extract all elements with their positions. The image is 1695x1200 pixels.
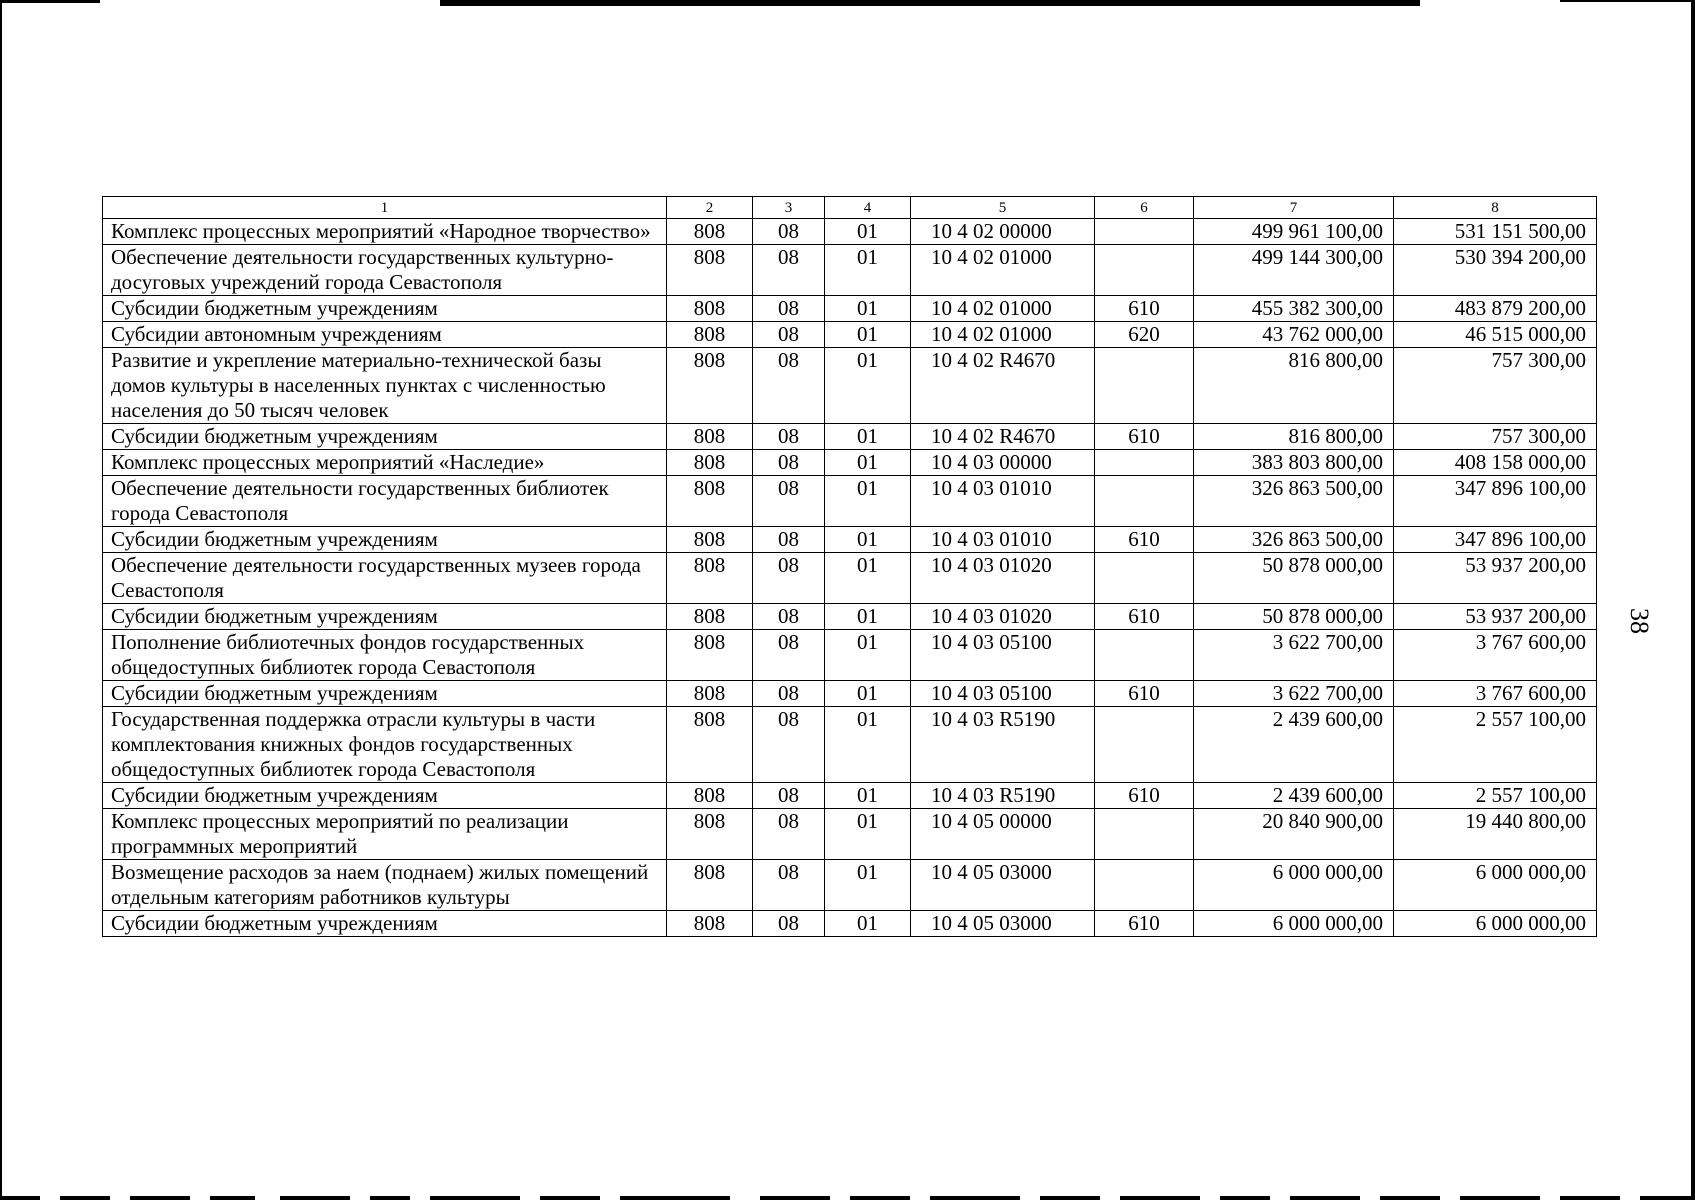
column-number: 2 bbox=[667, 197, 753, 219]
ministry-code-cell: 808 bbox=[667, 348, 753, 424]
column-number: 8 bbox=[1394, 197, 1597, 219]
section-code-cell: 08 bbox=[753, 783, 825, 809]
scan-border bbox=[1691, 0, 1695, 1200]
target-article-cell: 10 4 02 R4670 bbox=[911, 348, 1095, 424]
ministry-code-cell: 808 bbox=[667, 604, 753, 630]
scan-border bbox=[0, 0, 100, 3]
target-article-cell: 10 4 02 01000 bbox=[911, 296, 1095, 322]
section-code-cell: 08 bbox=[753, 245, 825, 296]
table-row bbox=[103, 450, 1597, 476]
amount-year2-cell: 3 767 600,00 bbox=[1394, 630, 1597, 681]
table-row bbox=[103, 630, 1597, 681]
row-name-cell: Комплекс процессных мероприятий «Наследие» bbox=[103, 450, 667, 476]
target-article-cell: 10 4 02 R4670 bbox=[911, 424, 1095, 450]
amount-year2-cell: 3 767 600,00 bbox=[1394, 681, 1597, 707]
ministry-code-cell: 808 bbox=[667, 707, 753, 783]
scan-edge-dash bbox=[430, 1196, 520, 1200]
table-row bbox=[103, 681, 1597, 707]
amount-year2-cell: 53 937 200,00 bbox=[1394, 553, 1597, 604]
scan-edge-dash bbox=[540, 1196, 600, 1200]
section-code-cell: 08 bbox=[753, 553, 825, 604]
scan-border bbox=[0, 0, 2, 1200]
table-row bbox=[103, 860, 1597, 911]
expense-type-cell bbox=[1095, 707, 1194, 783]
expense-type-cell: 610 bbox=[1095, 783, 1194, 809]
row-name-cell: Развитие и укрепление материально-технической базы домов культуры в населенных пунктах с численностью населения до 50 тысяч человек bbox=[103, 348, 667, 424]
ministry-code-cell: 808 bbox=[667, 809, 753, 860]
section-code-cell: 08 bbox=[753, 630, 825, 681]
row-name-cell: Обеспечение деятельности государственных музеев города Севастополя bbox=[103, 553, 667, 604]
target-article-cell: 10 4 03 05100 bbox=[911, 681, 1095, 707]
amount-year2-cell: 531 151 500,00 bbox=[1394, 219, 1597, 245]
section-code-cell: 08 bbox=[753, 476, 825, 527]
ministry-code-cell: 808 bbox=[667, 424, 753, 450]
column-number: 1 bbox=[103, 197, 667, 219]
subsection-code-cell: 01 bbox=[825, 630, 911, 681]
table-row bbox=[103, 527, 1597, 553]
row-name-cell: Субсидии бюджетным учреждениям bbox=[103, 296, 667, 322]
subsection-code-cell: 01 bbox=[825, 707, 911, 783]
target-article-cell: 10 4 03 05100 bbox=[911, 630, 1095, 681]
amount-year1-cell: 499 961 100,00 bbox=[1194, 219, 1394, 245]
table-row bbox=[103, 245, 1597, 296]
subsection-code-cell: 01 bbox=[825, 809, 911, 860]
amount-year2-cell: 483 879 200,00 bbox=[1394, 296, 1597, 322]
table-row bbox=[103, 424, 1597, 450]
subsection-code-cell: 01 bbox=[825, 424, 911, 450]
row-name-cell: Субсидии бюджетным учреждениям bbox=[103, 604, 667, 630]
row-name-cell: Обеспечение деятельности государственных библиотек города Севастополя bbox=[103, 476, 667, 527]
ministry-code-cell: 808 bbox=[667, 911, 753, 937]
target-article-cell: 10 4 03 01010 bbox=[911, 476, 1095, 527]
scan-edge-dash bbox=[0, 1196, 40, 1200]
section-code-cell: 08 bbox=[753, 860, 825, 911]
expense-type-cell: 610 bbox=[1095, 911, 1194, 937]
ministry-code-cell: 808 bbox=[667, 527, 753, 553]
ministry-code-cell: 808 bbox=[667, 860, 753, 911]
ministry-code-cell: 808 bbox=[667, 681, 753, 707]
section-code-cell: 08 bbox=[753, 681, 825, 707]
amount-year1-cell: 326 863 500,00 bbox=[1194, 476, 1394, 527]
target-article-cell: 10 4 03 01020 bbox=[911, 553, 1095, 604]
amount-year1-cell: 2 439 600,00 bbox=[1194, 783, 1394, 809]
scan-edge-dash bbox=[850, 1196, 910, 1200]
table-row bbox=[103, 707, 1597, 783]
row-name-cell: Субсидии бюджетным учреждениям bbox=[103, 527, 667, 553]
expense-type-cell: 610 bbox=[1095, 296, 1194, 322]
expense-type-cell bbox=[1095, 219, 1194, 245]
scan-edge-dash bbox=[1380, 1196, 1440, 1200]
scan-edge-dash bbox=[130, 1196, 190, 1200]
scan-edge-dash bbox=[1290, 1196, 1360, 1200]
row-name-cell: Комплекс процессных мероприятий «Народное творчество» bbox=[103, 219, 667, 245]
target-article-cell: 10 4 03 R5190 bbox=[911, 707, 1095, 783]
budget-table bbox=[102, 196, 1597, 937]
column-number: 6 bbox=[1095, 197, 1194, 219]
amount-year2-cell: 2 557 100,00 bbox=[1394, 707, 1597, 783]
expense-type-cell: 610 bbox=[1095, 681, 1194, 707]
amount-year1-cell: 43 762 000,00 bbox=[1194, 322, 1394, 348]
expense-type-cell bbox=[1095, 553, 1194, 604]
amount-year1-cell: 816 800,00 bbox=[1194, 424, 1394, 450]
expense-type-cell: 620 bbox=[1095, 322, 1194, 348]
target-article-cell: 10 4 03 01020 bbox=[911, 604, 1095, 630]
row-name-cell: Обеспечение деятельности государственных культурно-досуговых учреждений города Севастополя bbox=[103, 245, 667, 296]
scan-edge-dash bbox=[1220, 1196, 1270, 1200]
section-code-cell: 08 bbox=[753, 809, 825, 860]
section-code-cell: 08 bbox=[753, 322, 825, 348]
row-name-cell: Пополнение библиотечных фондов государственных общедоступных библиотек города Севастополя bbox=[103, 630, 667, 681]
amount-year2-cell: 757 300,00 bbox=[1394, 348, 1597, 424]
row-name-cell: Государственная поддержка отрасли культуры в части комплектования книжных фондов государственных общедоступных библиотек города Севастополя bbox=[103, 707, 667, 783]
expense-type-cell: 610 bbox=[1095, 527, 1194, 553]
section-code-cell: 08 bbox=[753, 296, 825, 322]
column-number: 3 bbox=[753, 197, 825, 219]
ministry-code-cell: 808 bbox=[667, 322, 753, 348]
subsection-code-cell: 01 bbox=[825, 348, 911, 424]
target-article-cell: 10 4 05 03000 bbox=[911, 860, 1095, 911]
amount-year1-cell: 816 800,00 bbox=[1194, 348, 1394, 424]
row-name-cell: Комплекс процессных мероприятий по реализации программных мероприятий bbox=[103, 809, 667, 860]
column-number: 4 bbox=[825, 197, 911, 219]
amount-year1-cell: 326 863 500,00 bbox=[1194, 527, 1394, 553]
target-article-cell: 10 4 02 00000 bbox=[911, 219, 1095, 245]
expense-type-cell bbox=[1095, 245, 1194, 296]
amount-year1-cell: 20 840 900,00 bbox=[1194, 809, 1394, 860]
subsection-code-cell: 01 bbox=[825, 245, 911, 296]
section-code-cell: 08 bbox=[753, 219, 825, 245]
subsection-code-cell: 01 bbox=[825, 476, 911, 527]
row-name-cell: Субсидии автономным учреждениям bbox=[103, 322, 667, 348]
subsection-code-cell: 01 bbox=[825, 219, 911, 245]
target-article-cell: 10 4 03 R5190 bbox=[911, 783, 1095, 809]
section-code-cell: 08 bbox=[753, 450, 825, 476]
amount-year1-cell: 6 000 000,00 bbox=[1194, 911, 1394, 937]
amount-year1-cell: 50 878 000,00 bbox=[1194, 604, 1394, 630]
subsection-code-cell: 01 bbox=[825, 322, 911, 348]
scan-edge-dash bbox=[280, 1196, 350, 1200]
subsection-code-cell: 01 bbox=[825, 553, 911, 604]
amount-year2-cell: 347 896 100,00 bbox=[1394, 527, 1597, 553]
subsection-code-cell: 01 bbox=[825, 604, 911, 630]
amount-year2-cell: 347 896 100,00 bbox=[1394, 476, 1597, 527]
column-number: 5 bbox=[911, 197, 1095, 219]
expense-type-cell: 610 bbox=[1095, 604, 1194, 630]
amount-year1-cell: 50 878 000,00 bbox=[1194, 553, 1394, 604]
row-name-cell: Субсидии бюджетным учреждениям bbox=[103, 783, 667, 809]
table-row bbox=[103, 783, 1597, 809]
scan-edge-dash bbox=[1460, 1196, 1540, 1200]
scan-edge-dash bbox=[1120, 1196, 1200, 1200]
ministry-code-cell: 808 bbox=[667, 476, 753, 527]
section-code-cell: 08 bbox=[753, 527, 825, 553]
scan-edge-dash bbox=[60, 1196, 110, 1200]
table-row bbox=[103, 809, 1597, 860]
section-code-cell: 08 bbox=[753, 707, 825, 783]
page-number: 38 bbox=[1625, 608, 1654, 634]
subsection-code-cell: 01 bbox=[825, 783, 911, 809]
subsection-code-cell: 01 bbox=[825, 450, 911, 476]
subsection-code-cell: 01 bbox=[825, 911, 911, 937]
table-row bbox=[103, 553, 1597, 604]
amount-year2-cell: 53 937 200,00 bbox=[1394, 604, 1597, 630]
column-number-row bbox=[103, 197, 1597, 219]
scan-edge-dash bbox=[930, 1196, 1020, 1200]
ministry-code-cell: 808 bbox=[667, 219, 753, 245]
scan-border bbox=[440, 0, 1420, 6]
target-article-cell: 10 4 05 03000 bbox=[911, 911, 1095, 937]
amount-year2-cell: 19 440 800,00 bbox=[1394, 809, 1597, 860]
amount-year1-cell: 3 622 700,00 bbox=[1194, 681, 1394, 707]
expense-type-cell bbox=[1095, 630, 1194, 681]
scan-edge-dash bbox=[1640, 1196, 1695, 1200]
target-article-cell: 10 4 02 01000 bbox=[911, 245, 1095, 296]
table-row bbox=[103, 322, 1597, 348]
ministry-code-cell: 808 bbox=[667, 630, 753, 681]
scan-border bbox=[1560, 0, 1695, 2]
row-name-cell: Субсидии бюджетным учреждениям bbox=[103, 681, 667, 707]
table-row bbox=[103, 911, 1597, 937]
row-name-cell: Субсидии бюджетным учреждениям bbox=[103, 911, 667, 937]
subsection-code-cell: 01 bbox=[825, 860, 911, 911]
expense-type-cell bbox=[1095, 860, 1194, 911]
scan-edge-dash bbox=[1040, 1196, 1100, 1200]
expense-type-cell bbox=[1095, 348, 1194, 424]
expense-type-cell bbox=[1095, 809, 1194, 860]
amount-year2-cell: 2 557 100,00 bbox=[1394, 783, 1597, 809]
scan-edge-dash bbox=[760, 1196, 830, 1200]
expense-type-cell bbox=[1095, 450, 1194, 476]
target-article-cell: 10 4 02 01000 bbox=[911, 322, 1095, 348]
ministry-code-cell: 808 bbox=[667, 450, 753, 476]
row-name-cell: Субсидии бюджетным учреждениям bbox=[103, 424, 667, 450]
amount-year2-cell: 46 515 000,00 bbox=[1394, 322, 1597, 348]
table-row bbox=[103, 604, 1597, 630]
subsection-code-cell: 01 bbox=[825, 296, 911, 322]
ministry-code-cell: 808 bbox=[667, 553, 753, 604]
column-number: 7 bbox=[1194, 197, 1394, 219]
section-code-cell: 08 bbox=[753, 424, 825, 450]
row-name-cell: Возмещение расходов за наем (поднаем) жилых помещений отдельным категориям работников культуры bbox=[103, 860, 667, 911]
scan-edge-dash bbox=[370, 1196, 410, 1200]
amount-year1-cell: 2 439 600,00 bbox=[1194, 707, 1394, 783]
section-code-cell: 08 bbox=[753, 911, 825, 937]
subsection-code-cell: 01 bbox=[825, 527, 911, 553]
target-article-cell: 10 4 05 00000 bbox=[911, 809, 1095, 860]
table-row bbox=[103, 348, 1597, 424]
amount-year1-cell: 499 144 300,00 bbox=[1194, 245, 1394, 296]
scan-edge-dash bbox=[620, 1196, 730, 1200]
ministry-code-cell: 808 bbox=[667, 245, 753, 296]
amount-year2-cell: 6 000 000,00 bbox=[1394, 860, 1597, 911]
subsection-code-cell: 01 bbox=[825, 681, 911, 707]
expense-type-cell: 610 bbox=[1095, 424, 1194, 450]
section-code-cell: 08 bbox=[753, 348, 825, 424]
scan-edge-dash bbox=[210, 1196, 255, 1200]
ministry-code-cell: 808 bbox=[667, 296, 753, 322]
amount-year2-cell: 408 158 000,00 bbox=[1394, 450, 1597, 476]
amount-year1-cell: 3 622 700,00 bbox=[1194, 630, 1394, 681]
amount-year2-cell: 530 394 200,00 bbox=[1394, 245, 1597, 296]
amount-year2-cell: 6 000 000,00 bbox=[1394, 911, 1597, 937]
table-row bbox=[103, 296, 1597, 322]
table-row bbox=[103, 219, 1597, 245]
expense-type-cell bbox=[1095, 476, 1194, 527]
amount-year1-cell: 383 803 800,00 bbox=[1194, 450, 1394, 476]
section-code-cell: 08 bbox=[753, 604, 825, 630]
ministry-code-cell: 808 bbox=[667, 783, 753, 809]
table-row bbox=[103, 476, 1597, 527]
target-article-cell: 10 4 03 00000 bbox=[911, 450, 1095, 476]
amount-year1-cell: 455 382 300,00 bbox=[1194, 296, 1394, 322]
amount-year1-cell: 6 000 000,00 bbox=[1194, 860, 1394, 911]
target-article-cell: 10 4 03 01010 bbox=[911, 527, 1095, 553]
scan-edge-dash bbox=[1560, 1196, 1620, 1200]
amount-year2-cell: 757 300,00 bbox=[1394, 424, 1597, 450]
